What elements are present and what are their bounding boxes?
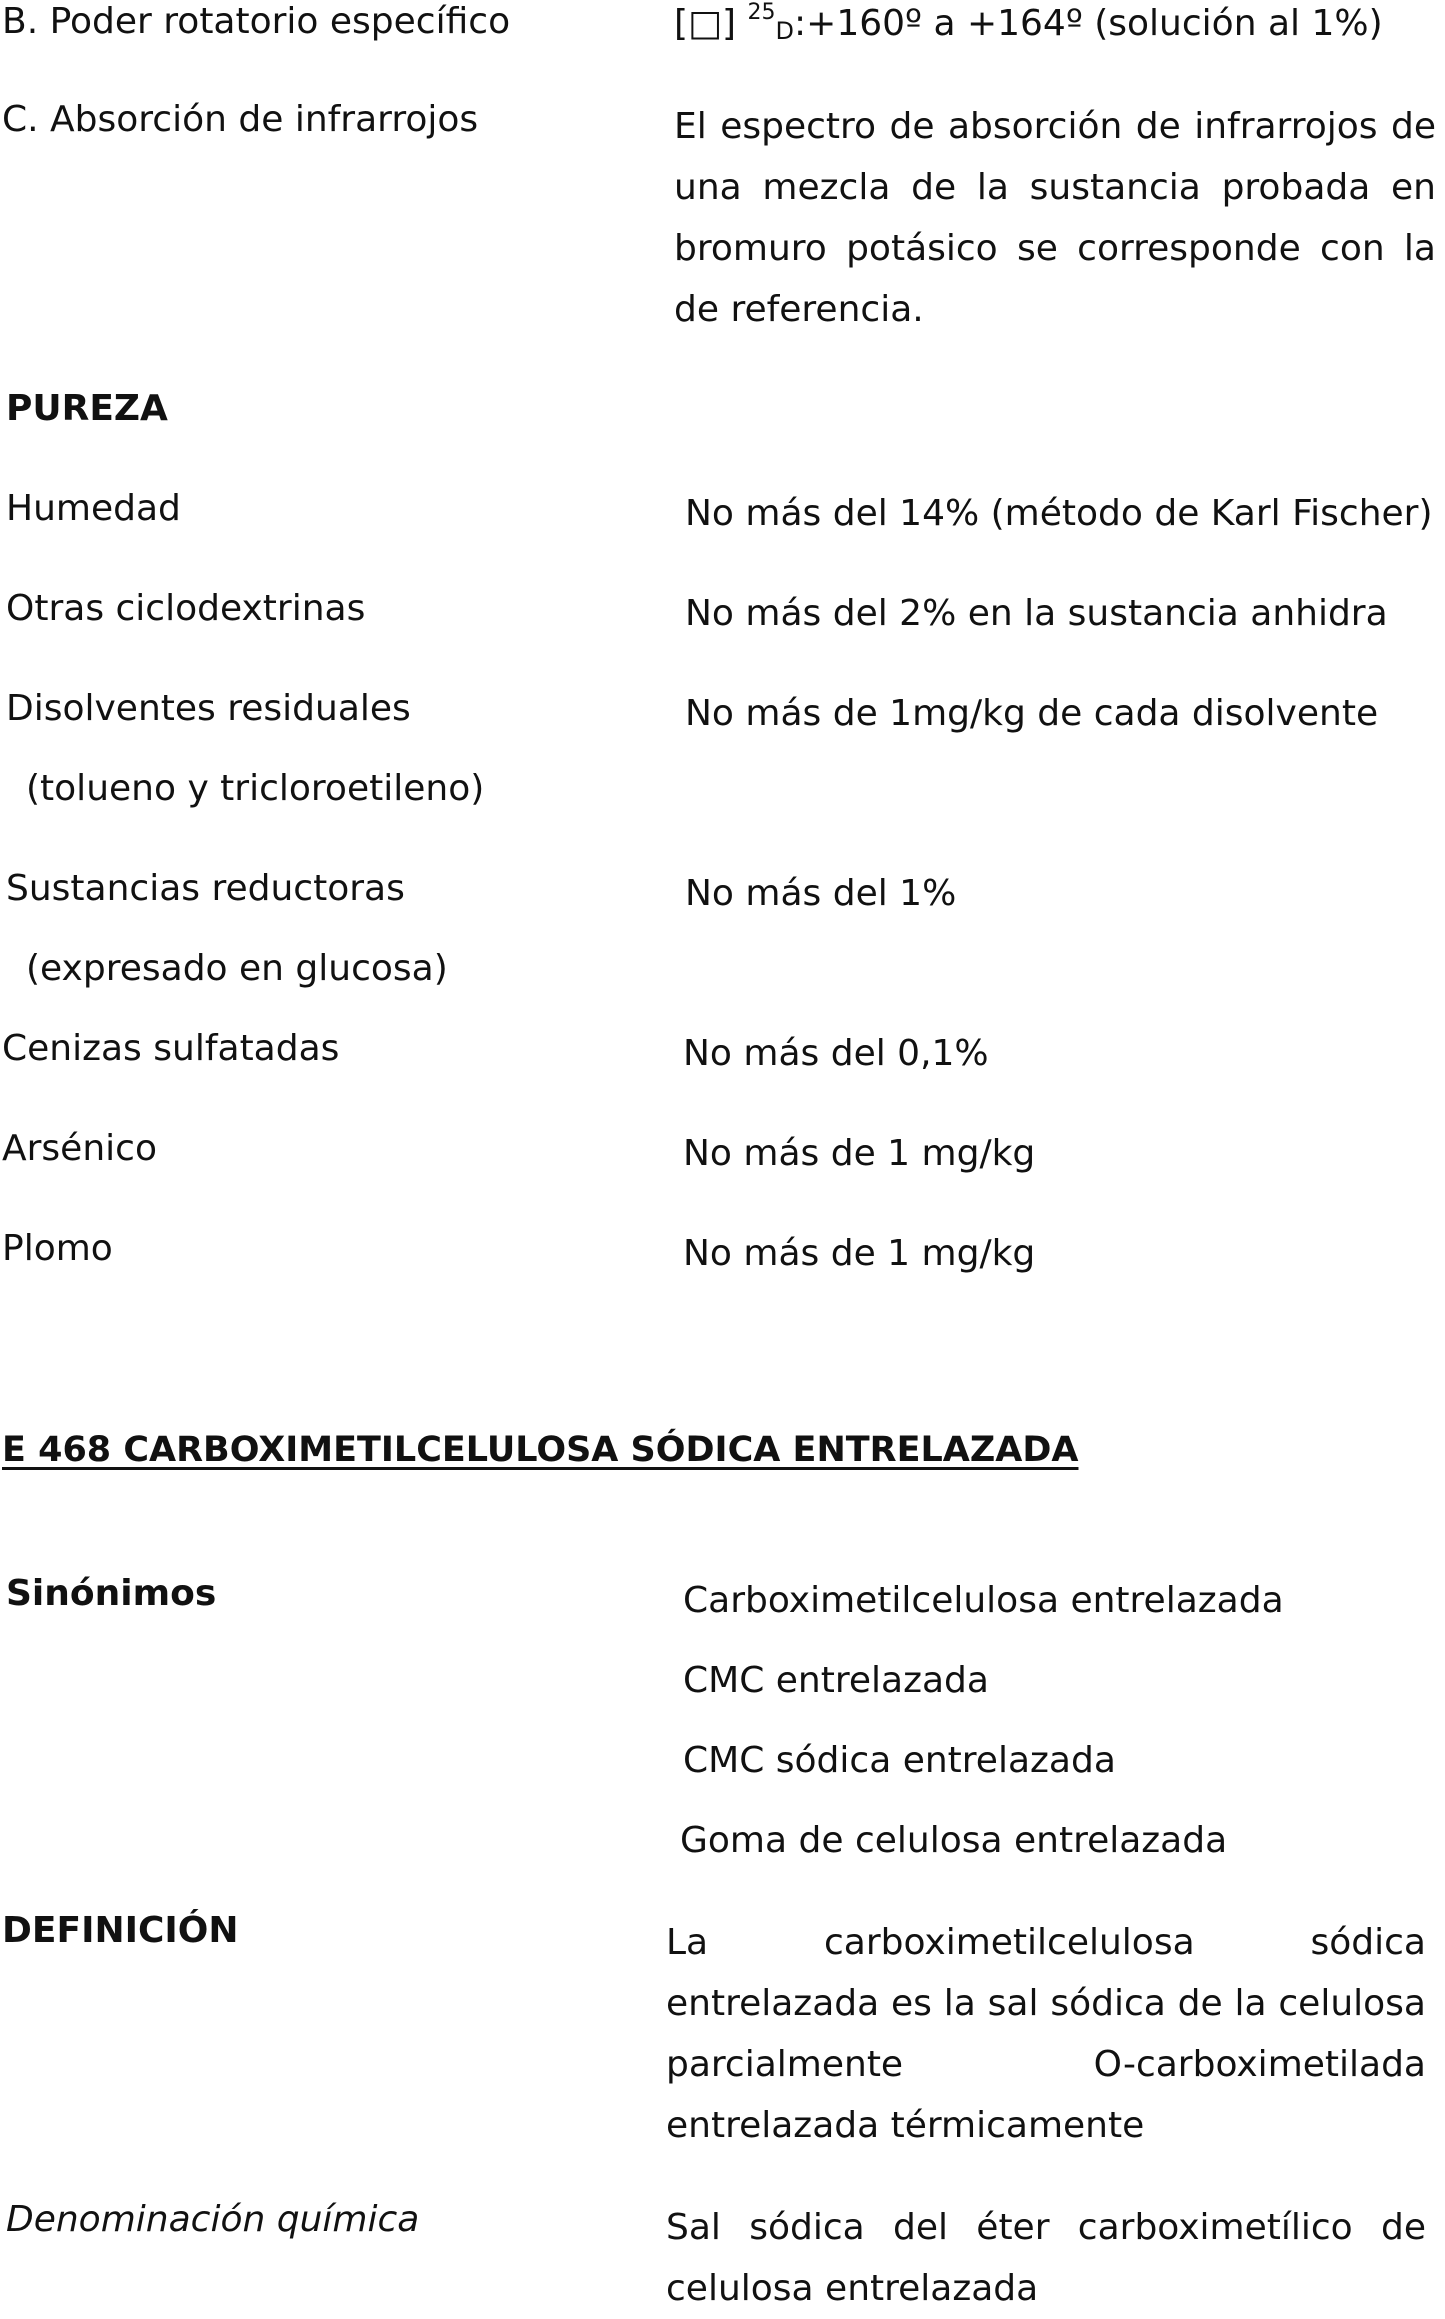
purity-value-solvents: No más de 1mg/kg de cada disolvente: [685, 693, 1379, 734]
definition-text: La carboximetilcelulosa sódica entrelazada es la sal sódica de la celulosa parcialmente O-carboximetilada entrelazada térmicamente: [666, 1922, 1426, 2146]
purity-label-lead: Plomo: [2, 1228, 113, 1269]
rotation-label: B. Poder rotatorio específico: [2, 1, 511, 42]
definition-label: DEFINICIÓN: [2, 1910, 239, 1951]
rotation-temp: 25: [747, 0, 776, 25]
section-title: E 468 CARBOXIMETILCELULOSA SÓDICA ENTRELAZADA: [2, 1430, 1079, 1470]
purity-value-reducing: No más del 1%: [685, 873, 957, 914]
purity-value-humidity: No más del 14% (método de Karl Fischer): [685, 493, 1433, 534]
rotation-range: :+160º a +164º (solución al 1%): [794, 3, 1383, 44]
purity-label-solvents: Disolventes residuales: [6, 688, 411, 729]
synonym-item: Goma de celulosa entrelazada: [680, 1820, 1228, 1861]
rotation-value: [674, 0, 1383, 45]
purity-heading: PUREZA: [6, 388, 168, 429]
purity-value-cyclodextrins: No más del 2% en la sustancia anhidra: [685, 593, 1388, 634]
synonym-item: CMC entrelazada: [683, 1660, 989, 1701]
purity-label-reducing: Sustancias reductoras: [6, 868, 405, 909]
purity-label-cyclodextrins: Otras ciclodextrinas: [6, 588, 366, 629]
purity-value-arsenic: No más de 1 mg/kg: [683, 1133, 1036, 1174]
purity-label-solvents-detail: (tolueno y tricloroetileno): [26, 768, 485, 809]
infrared-label: C. Absorción de infrarrojos: [2, 99, 479, 140]
synonym-item: CMC sódica entrelazada: [683, 1740, 1116, 1781]
chemical-name-label: Denominación química: [6, 2199, 420, 2240]
rotation-d-line: D: [775, 17, 795, 45]
purity-label-humidity: Humedad: [6, 488, 181, 529]
synonym-item: Carboximetilcelulosa entrelazada: [683, 1580, 1284, 1621]
chemical-name-text: Sal sódica del éter carboximetílico de celulosa entrelazada: [666, 2207, 1426, 2309]
rotation-bracket: [□]: [674, 3, 748, 44]
purity-value-ash: No más del 0,1%: [683, 1033, 989, 1074]
synonyms-label: Sinónimos: [6, 1573, 217, 1614]
infrared-value: El espectro de absorción de infrarrojos de una mezcla de la sustancia probada en bromuro potásico se corresponde con la de referencia.: [674, 106, 1436, 330]
purity-value-lead: No más de 1 mg/kg: [683, 1233, 1036, 1274]
purity-label-reducing-detail: (expresado en glucosa): [26, 948, 448, 989]
purity-label-ash: Cenizas sulfatadas: [2, 1028, 340, 1069]
purity-label-arsenic: Arsénico: [2, 1128, 157, 1169]
